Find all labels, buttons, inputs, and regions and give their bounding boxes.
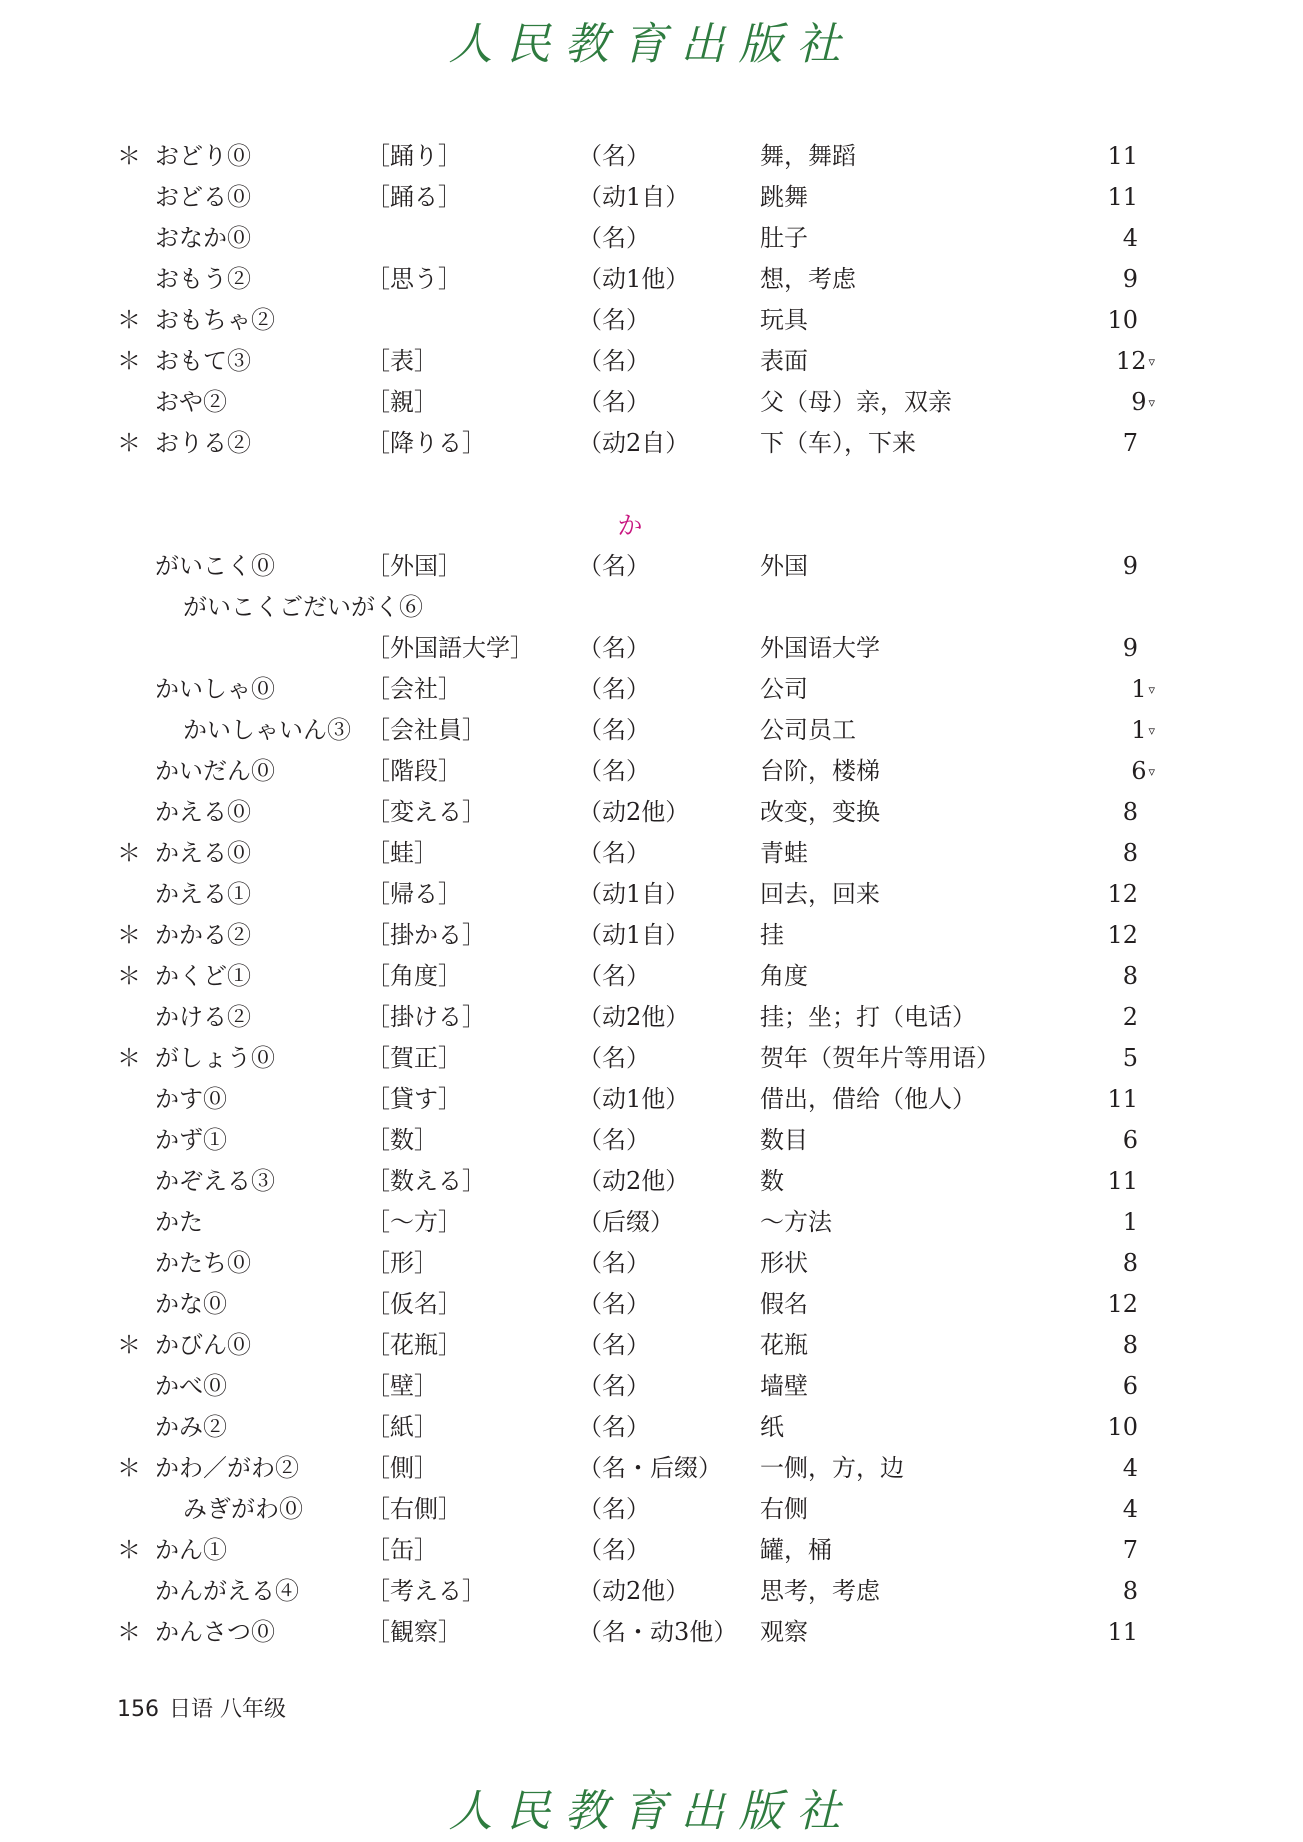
lesson-number: 11 [1107,1618,1138,1646]
vocab-entry [0,669,1303,710]
vocab-entry [0,1202,1303,1243]
entry-kana: おどり⓪ [155,142,251,170]
entry-kanji: ［壁］ [366,1372,438,1400]
entry-lesson [1060,1448,1140,1490]
entry-lesson [1060,546,1140,588]
entry-kanji: ［側］ [366,1454,438,1482]
entry-lesson [1060,300,1140,342]
entry-kana: かくど① [155,962,251,990]
vocab-entry [0,587,1303,628]
lesson-number: 1 [1122,1208,1138,1236]
entry-kana: かみ② [155,1413,227,1441]
entry-meaning: 假名 [760,1290,808,1318]
entry-kana: かぞえる③ [155,1167,275,1195]
entry-meaning: 下（车），下来 [760,429,916,457]
entry-kana: おもう② [155,265,251,293]
lesson-number: 9 [1122,265,1138,293]
lesson-number: 11 [1107,142,1138,170]
entry-lesson [1060,792,1140,834]
vocab-entry [0,546,1303,587]
vocab-entry [0,792,1303,833]
entry-meaning: 肚子 [760,224,808,252]
entry-kanji: ［踊る］ [366,183,462,211]
entry-lesson [1060,423,1140,465]
lesson-number: 12 [1107,880,1138,908]
entry-lesson [1060,1161,1140,1203]
vocab-entry [0,382,1303,423]
entry-meaning: 舞，舞蹈 [760,142,856,170]
entry-kana: みぎがわ⓪ [183,1495,303,1523]
publisher-logo-bottom [0,1775,1303,1839]
entry-meaning: 纸 [760,1413,784,1441]
vocab-entry [0,1407,1303,1448]
vocab-entry [0,177,1303,218]
section-heading: か [617,511,643,540]
entry-part-of-speech: （名） [578,1536,650,1564]
vocab-entry [0,1325,1303,1366]
entry-part-of-speech: （名） [578,962,650,990]
entry-meaning: 回去，回来 [760,880,880,908]
entry-part-of-speech: （名） [578,1290,650,1318]
vocab-entry [0,1120,1303,1161]
vocab-entry [0,341,1303,382]
vocab-entry [0,136,1303,177]
entry-kana: かんさつ⓪ [155,1618,275,1646]
entry-part-of-speech: （名） [578,552,650,580]
entry-meaning: 台阶，楼梯 [760,757,880,785]
lesson-number: 7 [1122,1536,1138,1564]
lesson-number: 10 [1107,306,1138,334]
entry-part-of-speech: （名） [578,757,650,785]
entry-part-of-speech: （名） [578,142,650,170]
entry-kanji: ［変える］ [366,798,486,826]
entry-kana: かな⓪ [155,1290,227,1318]
entry-meaning: 想，考虑 [760,265,856,293]
new-word-star: ＊ [117,347,141,375]
vocab-entry [0,1079,1303,1120]
entry-kana: かびん⓪ [155,1331,251,1359]
lesson-number: 8 [1122,1331,1138,1359]
lesson-number: 1 [1131,675,1147,703]
entry-lesson [1060,1202,1140,1244]
entry-kanji: ［蛙］ [366,839,438,867]
entry-part-of-speech: （名） [578,716,650,744]
entry-lesson [1060,1243,1140,1285]
entry-meaning: 借出，借给（他人） [760,1085,976,1113]
vocab-entry [0,833,1303,874]
new-word-star: ＊ [117,839,141,867]
entry-lesson [1060,1407,1140,1449]
entry-kana: かす⓪ [155,1085,227,1113]
entry-kanji: ［降りる］ [366,429,486,457]
new-word-star: ＊ [117,1454,141,1482]
vocab-entry [0,1571,1303,1612]
entry-part-of-speech: （名） [578,1249,650,1277]
entry-part-of-speech: （名） [578,1331,650,1359]
vocab-entry [0,1161,1303,1202]
entry-part-of-speech: （动2他） [578,1577,690,1605]
entry-meaning: ～方法 [760,1208,832,1236]
publisher-logo-top [0,8,1303,72]
vocab-entry [0,1038,1303,1079]
entry-kana: かえる⓪ [155,839,251,867]
vocab-entry [0,997,1303,1038]
entry-kana: おや② [155,388,227,416]
entry-kanji: ［会社］ [366,675,462,703]
entry-meaning: 跳舞 [760,183,808,211]
entry-meaning: 思考，考虑 [760,1577,880,1605]
triangle-marker-icon: ▿ [1148,765,1155,780]
vocab-entry [0,1284,1303,1325]
lesson-number: 12 [1107,921,1138,949]
lesson-number: 12 [1107,1290,1138,1318]
entry-kanji: ［帰る］ [366,880,462,908]
entry-meaning: 墙壁 [760,1372,808,1400]
lesson-number: 8 [1122,798,1138,826]
new-word-star: ＊ [117,962,141,990]
entry-lesson [1060,382,1155,424]
entry-meaning: 公司 [760,675,808,703]
lesson-number: 8 [1122,962,1138,990]
entry-kana: おりる② [155,429,251,457]
book-title: 日语 八年级 [169,1697,286,1722]
lesson-number: 9 [1122,634,1138,662]
entry-kana: かける② [155,1003,251,1031]
entry-part-of-speech: （名） [578,224,650,252]
new-word-star: ＊ [117,1536,141,1564]
entry-lesson [1060,710,1155,752]
vocab-entry [0,710,1303,751]
entry-kanji: ［形］ [366,1249,438,1277]
entry-meaning: 青蛙 [760,839,808,867]
entry-meaning: 角度 [760,962,808,990]
triangle-marker-icon: ▿ [1148,396,1155,411]
entry-kanji: ［表］ [366,347,438,375]
entry-meaning: 挂 [760,921,784,949]
entry-kana: かいしゃいん③ [183,716,351,744]
entry-lesson [1060,1079,1140,1121]
entry-kana: かわ／がわ② [155,1454,299,1482]
page-footer [117,1692,286,1723]
entry-kana: おもちゃ② [155,306,275,334]
vocab-entry [0,300,1303,341]
entry-part-of-speech: （动2他） [578,798,690,826]
vocab-entry [0,915,1303,956]
entry-part-of-speech: （动2自） [578,429,690,457]
entry-kana: おもて③ [155,347,251,375]
entry-lesson [1060,587,1140,629]
page-number: 156 [117,1697,159,1722]
entry-kana: かかる② [155,921,251,949]
lesson-number: 6 [1122,1126,1138,1154]
entry-lesson [1060,874,1140,916]
vocab-entry [0,956,1303,997]
entry-part-of-speech: （名） [578,1372,650,1400]
vocab-entry [0,1530,1303,1571]
publisher-logo-text: 人民教育出版社 [448,19,855,70]
entry-kanji: ［貸す］ [366,1085,462,1113]
entry-kanji: ［仮名］ [366,1290,462,1318]
entry-kanji: ［外国］ [366,552,462,580]
lesson-number: 8 [1122,839,1138,867]
entry-lesson [1060,628,1140,670]
entry-part-of-speech: （动1自） [578,921,690,949]
entry-meaning: 罐，桶 [760,1536,832,1564]
section-gap [0,464,1303,506]
lesson-number: 5 [1122,1044,1138,1072]
lesson-number: 11 [1107,183,1138,211]
entry-meaning: 贺年（贺年片等用语） [760,1044,1000,1072]
entry-kana: かえる① [155,880,251,908]
entry-lesson [1060,1325,1140,1367]
new-word-star: ＊ [117,306,141,334]
entry-lesson [1060,1530,1140,1572]
entry-part-of-speech: （动1他） [578,265,690,293]
vocab-entry [0,628,1303,669]
vocab-entry [0,751,1303,792]
entry-kana: かん① [155,1536,227,1564]
entry-part-of-speech: （名） [578,675,650,703]
entry-kana: かたち⓪ [155,1249,251,1277]
entry-meaning: 花瓶 [760,1331,808,1359]
new-word-star: ＊ [117,429,141,457]
entry-meaning: 外国语大学 [760,634,880,662]
entry-meaning: 一侧，方，边 [760,1454,904,1482]
entry-lesson [1060,833,1140,875]
entry-lesson [1060,136,1140,178]
triangle-marker-icon: ▿ [1148,683,1155,698]
entry-part-of-speech: （动1他） [578,1085,690,1113]
entry-kana: かべ⓪ [155,1372,227,1400]
entry-part-of-speech: （后缀） [578,1208,674,1236]
entry-kana: がしょう⓪ [155,1044,275,1072]
entry-lesson [1060,177,1140,219]
entry-part-of-speech: （名） [578,347,650,375]
entry-lesson [1060,341,1155,383]
publisher-logo-text: 人民教育出版社 [448,1786,855,1837]
vocab-entry [0,423,1303,464]
triangle-marker-icon: ▿ [1148,724,1155,739]
lesson-number: 9 [1122,552,1138,580]
entry-meaning: 父（母）亲，双亲 [760,388,952,416]
entry-part-of-speech: （名・动3他） [578,1618,738,1646]
entry-kana: かいしゃ⓪ [155,675,275,703]
entry-meaning: 表面 [760,347,808,375]
entry-lesson [1060,1612,1140,1654]
entry-part-of-speech: （名） [578,839,650,867]
lesson-number: 4 [1122,1495,1138,1523]
entry-kana: おどる⓪ [155,183,251,211]
entry-meaning: 右侧 [760,1495,808,1523]
vocab-entry [0,1448,1303,1489]
entry-lesson [1060,259,1140,301]
entry-kana: かず① [155,1126,227,1154]
entry-kana: かた [155,1208,203,1236]
lesson-number: 6 [1131,757,1147,785]
entry-lesson [1060,1038,1140,1080]
lesson-number: 12 [1115,347,1147,375]
lesson-number: 4 [1122,224,1138,252]
lesson-number: 2 [1122,1003,1138,1031]
lesson-number: 6 [1122,1372,1138,1400]
entry-part-of-speech: （名） [578,1044,650,1072]
lesson-number: 10 [1107,1413,1138,1441]
entry-meaning: 外国 [760,552,808,580]
entry-kanji: ［考える］ [366,1577,486,1605]
entry-part-of-speech: （名） [578,388,650,416]
entry-meaning: 改变，变换 [760,798,880,826]
entry-kana: かんがえる④ [155,1577,299,1605]
entry-kana: おなか⓪ [155,224,251,252]
new-word-star: ＊ [117,921,141,949]
entry-kanji: ［階段］ [366,757,462,785]
lesson-number: 11 [1107,1167,1138,1195]
entry-part-of-speech: （动2他） [578,1167,690,1195]
entry-meaning: 公司员工 [760,716,856,744]
entry-lesson [1060,1489,1140,1531]
entry-kanji: ［～方］ [366,1208,462,1236]
new-word-star: ＊ [117,1331,141,1359]
entry-kana: かいだん⓪ [155,757,275,785]
triangle-marker-icon: ▿ [1148,355,1155,370]
vocabulary-list [0,136,1303,1653]
entry-kanji: ［親］ [366,388,438,416]
entry-lesson [1060,915,1140,957]
entry-meaning: 挂；坐；打（电话） [760,1003,976,1031]
entry-lesson [1060,1284,1140,1326]
entry-part-of-speech: （名・后缀） [578,1454,722,1482]
vocab-entry [0,1489,1303,1530]
entry-lesson [1060,956,1140,998]
entry-kanji: ［紙］ [366,1413,438,1441]
vocab-entry [0,874,1303,915]
vocab-entry [0,1612,1303,1653]
lesson-number: 4 [1122,1454,1138,1482]
entry-kanji: ［思う］ [366,265,462,293]
entry-meaning: 数目 [760,1126,808,1154]
vocab-entry [0,1243,1303,1284]
entry-part-of-speech: （动1自） [578,183,690,211]
entry-kanji: ［数］ [366,1126,438,1154]
lesson-number: 1 [1131,716,1147,744]
lesson-number: 8 [1122,1577,1138,1605]
entry-part-of-speech: （名） [578,634,650,662]
entry-kanji: ［踊り］ [366,142,462,170]
new-word-star: ＊ [117,142,141,170]
entry-kanji: ［角度］ [366,962,462,990]
entry-lesson [1060,997,1140,1039]
lesson-number: 11 [1107,1085,1138,1113]
lesson-number: 8 [1122,1249,1138,1277]
new-word-star: ＊ [117,1044,141,1072]
entry-part-of-speech: （动2他） [578,1003,690,1031]
entry-part-of-speech: （名） [578,1495,650,1523]
entry-meaning: 数 [760,1167,784,1195]
entry-kanji: ［外国語大学］ [366,634,534,662]
entry-lesson [1060,669,1155,711]
entry-kanji: ［数える］ [366,1167,486,1195]
vocab-entry [0,218,1303,259]
entry-meaning: 玩具 [760,306,808,334]
entry-meaning: 观察 [760,1618,808,1646]
entry-kana: がいこく⓪ [155,552,275,580]
entry-part-of-speech: （名） [578,306,650,334]
entry-kanji: ［会社員］ [366,716,486,744]
entry-lesson [1060,218,1140,260]
entry-kanji: ［掛ける］ [366,1003,486,1031]
entry-kanji: ［缶］ [366,1536,438,1564]
entry-part-of-speech: （名） [578,1126,650,1154]
entry-kanji: ［賀正］ [366,1044,462,1072]
entry-kanji: ［右側］ [366,1495,462,1523]
entry-kanji: ［観察］ [366,1618,462,1646]
lesson-number: 9 [1131,388,1147,416]
entry-kanji: ［花瓶］ [366,1331,462,1359]
entry-kana: がいこくごだいがく⑥ [183,593,423,621]
entry-kana: かえる⓪ [155,798,251,826]
vocab-entry [0,259,1303,300]
lesson-number: 7 [1122,429,1138,457]
entry-lesson [1060,751,1155,793]
vocab-entry [0,1366,1303,1407]
entry-kanji: ［掛かる］ [366,921,486,949]
entry-lesson [1060,1366,1140,1408]
entry-meaning: 形状 [760,1249,808,1277]
entry-part-of-speech: （动1自） [578,880,690,908]
entry-lesson [1060,1120,1140,1162]
entry-part-of-speech: （名） [578,1413,650,1441]
new-word-star: ＊ [117,1618,141,1646]
entry-lesson [1060,1571,1140,1613]
